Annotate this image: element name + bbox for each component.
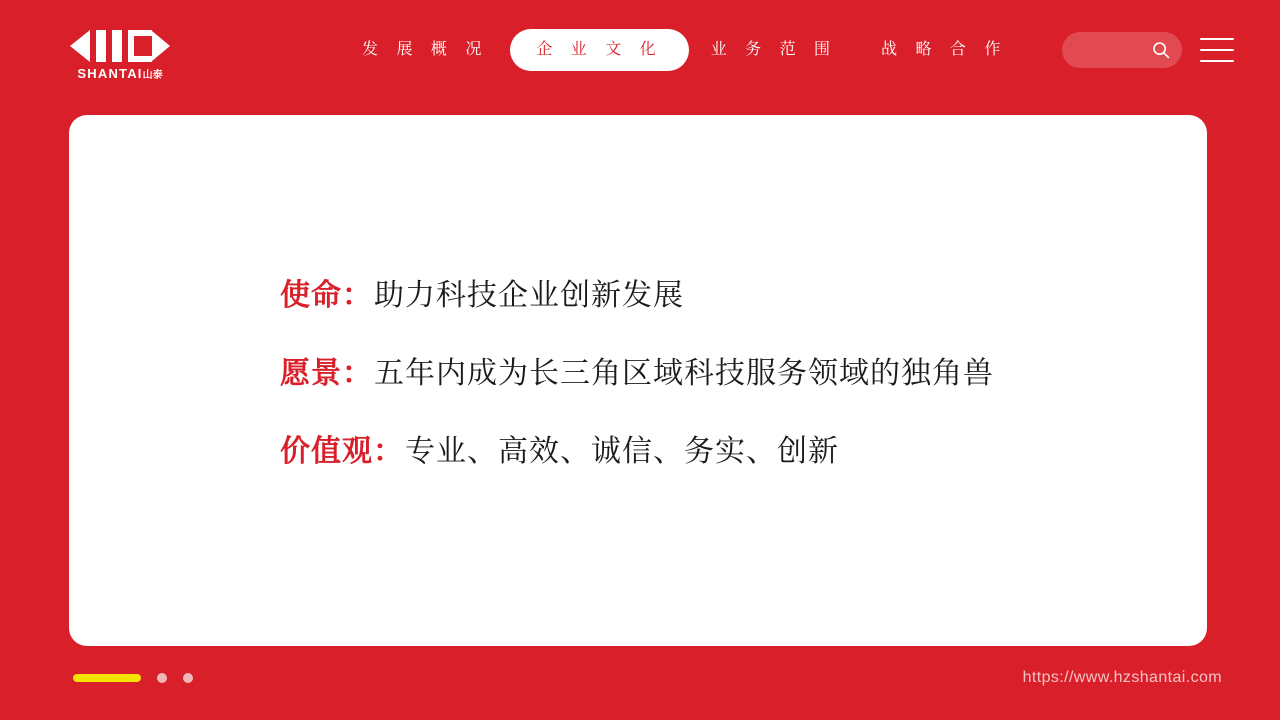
logo-brand-en: SHANTAI bbox=[77, 66, 143, 81]
pagination-dot-3[interactable] bbox=[183, 673, 193, 683]
statement-separator: ： bbox=[342, 279, 372, 312]
logo-wordmark bbox=[77, 66, 162, 81]
statement-text: 专业、高效、诚信、务实、创新 bbox=[405, 435, 839, 468]
search-icon[interactable] bbox=[1152, 41, 1170, 59]
culture-statements bbox=[280, 270, 1160, 470]
logo-brand-cn: 山泰 bbox=[142, 70, 163, 81]
main-nav bbox=[340, 30, 1029, 70]
statement-values bbox=[280, 426, 1160, 470]
statement-text: 助力科技企业创新发展 bbox=[374, 279, 684, 312]
site-logo[interactable] bbox=[68, 28, 172, 84]
hamburger-line bbox=[1200, 49, 1234, 51]
statement-label: 使命 bbox=[280, 279, 342, 312]
search-input[interactable] bbox=[1062, 32, 1182, 68]
statement-separator: ： bbox=[373, 435, 403, 468]
statement-text: 五年内成为长三角区域科技服务领域的独角兽 bbox=[374, 357, 994, 390]
nav-item-business[interactable]: 业 务 范 围 bbox=[710, 41, 838, 58]
hamburger-line bbox=[1200, 60, 1234, 62]
nav-item-culture[interactable]: 企 业 文 化 bbox=[510, 29, 688, 71]
statement-separator: ： bbox=[342, 357, 372, 390]
hamburger-line bbox=[1200, 38, 1234, 40]
site-header bbox=[0, 0, 1280, 100]
statement-vision bbox=[280, 348, 1160, 392]
pagination-dot-2[interactable] bbox=[157, 673, 167, 683]
statement-label: 愿景 bbox=[280, 357, 342, 390]
statement-mission bbox=[280, 270, 1160, 314]
site-url[interactable]: https://www.hzshantai.com bbox=[1022, 669, 1222, 686]
nav-item-development[interactable]: 发 展 概 况 bbox=[362, 41, 489, 58]
statement-label: 价值观 bbox=[280, 435, 373, 468]
shantai-logo-icon bbox=[68, 28, 172, 64]
carousel-pagination bbox=[73, 673, 193, 683]
nav-item-cooperation[interactable]: 战 略 合 作 bbox=[881, 41, 1008, 58]
hamburger-menu-icon[interactable] bbox=[1200, 38, 1234, 62]
pagination-indicator-active[interactable] bbox=[73, 674, 141, 682]
content-card bbox=[69, 115, 1207, 646]
